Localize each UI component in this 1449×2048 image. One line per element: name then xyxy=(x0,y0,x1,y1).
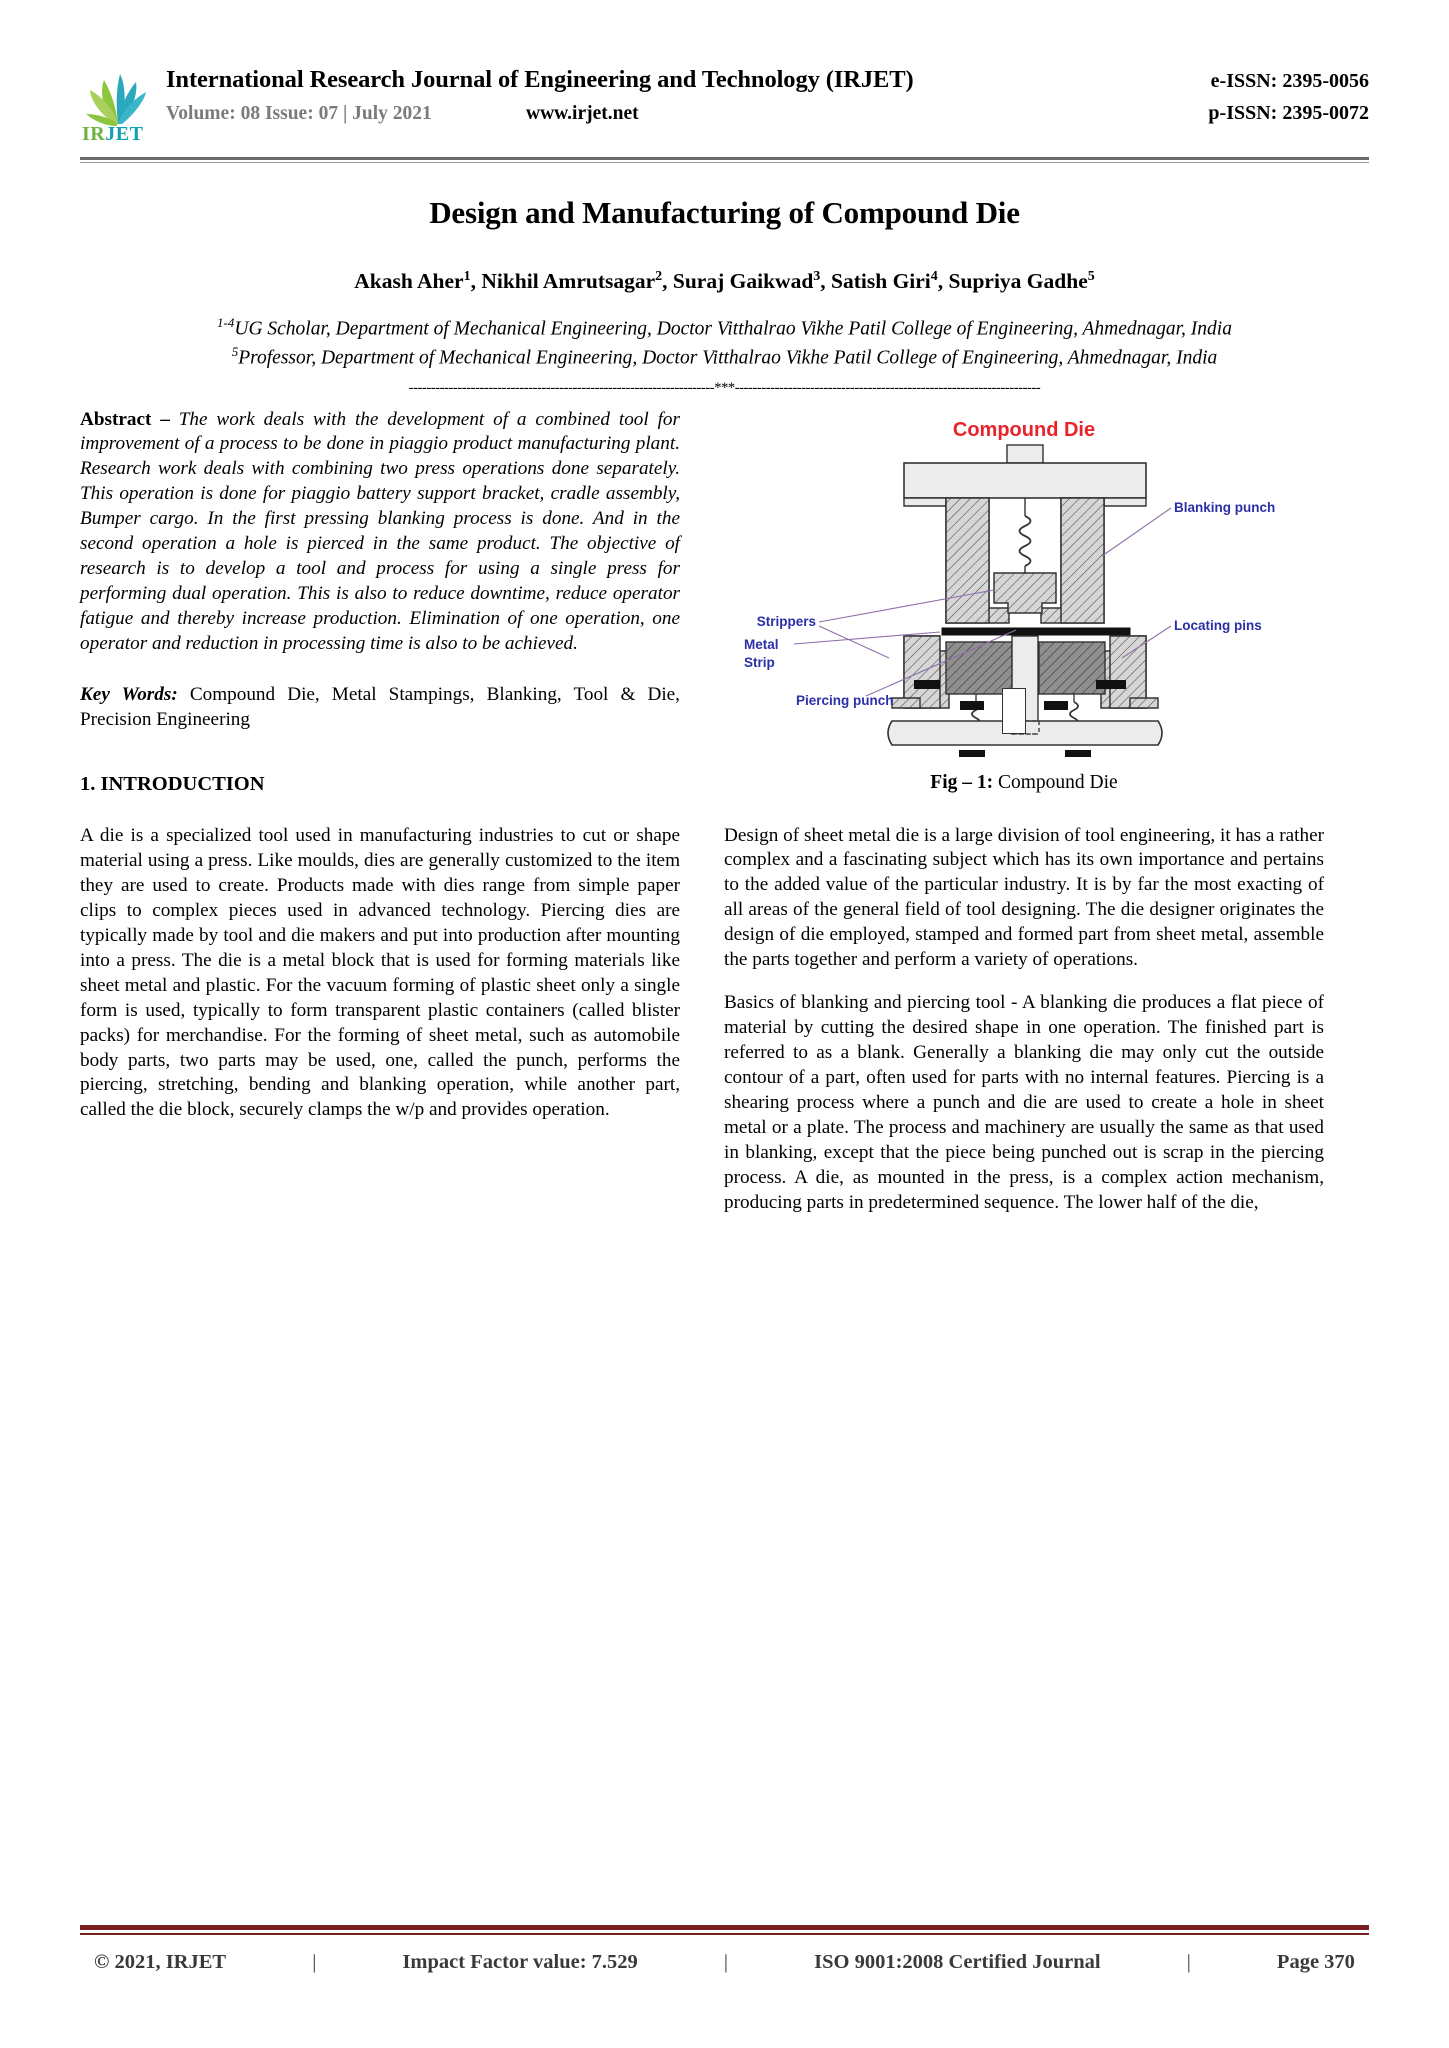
left-column xyxy=(80,408,680,1234)
journal-title: International Research Journal of Engineering and Technology (IRJET) xyxy=(166,66,914,93)
volume-issue: Volume: 08 Issue: 07 | July 2021 xyxy=(166,103,432,124)
abstract-text: The work deals with the development of a combined tool for improvement of a process to be done in piaggio product manufacturing plant. Research work deals with combining two press operations done separately. This operation is done for piaggio battery support bracket, cradle assembly, Bumper cargo. In the first pressing blanking process is done. And in the second operation a hole is pierced in the same product. The objective of research is to develop a tool and process for using a single press for performing dual operation. This is also to reduce downtime, reduce operator fatigue and thereby increase production. Elimination of one operation, one operator and reduction in processing time is also to be achieved. xyxy=(80,408,680,655)
page-footer xyxy=(80,1925,1369,1974)
logo-word-jet: JET xyxy=(105,123,144,145)
irjet-leaf-icon xyxy=(80,62,158,126)
keywords-text: Compound Die, Metal Stampings, Blanking, Tool & Die, Precision Engineering xyxy=(80,684,680,730)
footer-copyright: © 2021, IRJET xyxy=(94,1951,227,1973)
section-heading-introduction: 1. INTRODUCTION xyxy=(80,772,265,795)
e-issn: e-ISSN: 2395-0056 xyxy=(1210,70,1369,92)
label-metal-strip-line1: Metal xyxy=(744,636,779,652)
footer-iso: ISO 9001:2008 Certified Journal xyxy=(814,1951,1101,1973)
figure-1 xyxy=(724,408,1324,794)
label-piercing-punch: Piercing punch xyxy=(796,692,894,708)
upper-stripper-block xyxy=(994,573,1056,613)
footer-separator-2: | xyxy=(723,1951,729,1973)
label-strippers: Strippers xyxy=(756,613,816,629)
die-insert-left xyxy=(946,642,1012,694)
figure-caption-text: Compound Die xyxy=(993,771,1118,793)
right-column xyxy=(724,408,1324,1234)
affiliation-block xyxy=(80,314,1369,371)
figure-caption xyxy=(724,772,1324,794)
footer-separator-3: | xyxy=(1186,1951,1191,1973)
right-paragraph-2: Basics of blanking and piercing tool - A blanking die produces a flat piece of material by cutting the desired shape in one operation. The finished part is referred to as a blank. Generally a blanking die may only cut the outside contour of a part, often used for parts with no internal features. Piercing is a shearing process where a punch and die are used to create a hole in sheet metal or a plate. The process and machinery are usually the same as that used in blanking, except that the piece being punched out is scrap in the piercing process. A die, as mounted in the press, is a complex action mechanism, producing parts in predetermined sequence. The lower half of the die, xyxy=(724,992,1324,1213)
title-separator: ---------------------------------------------------------------------***--------------------------------------------------------------------- xyxy=(408,381,1041,396)
masthead-row-bottom xyxy=(166,102,1369,125)
footer-line xyxy=(80,1951,1369,1974)
ejected-scrap-left xyxy=(914,680,940,689)
label-locating-pins: Locating pins xyxy=(1174,617,1262,633)
footer-separator-1: | xyxy=(312,1951,317,1973)
logo-word-ir: IR xyxy=(82,123,106,145)
masthead-text xyxy=(166,62,1369,125)
irjet-logo xyxy=(80,62,158,146)
keywords-lead: Key Words: xyxy=(80,684,190,706)
page-title: Design and Manufacturing of Compound Die xyxy=(429,195,1020,230)
masthead-row-top xyxy=(166,66,1369,94)
header-divider xyxy=(80,157,1369,163)
p-issn: p-ISSN: 2395-0072 xyxy=(1208,102,1369,124)
right-paragraph-1: Design of sheet metal die is a large division of tool engineering, it has a rather complex and a fascinating subject which has its own importance and pertains to the added value of the particular industry. It is by far the most exacting of all areas of the general field of tool designing. The die designer originates the design of die employed, stamped and formed part from sheet metal, assemble the parts together and perform a variety of operations. xyxy=(724,824,1324,971)
compound-die-diagram xyxy=(724,408,1324,758)
figure-caption-label: Fig – 1: xyxy=(930,771,994,793)
irjet-wordmark xyxy=(82,124,143,144)
label-metal-strip-line2: Strip xyxy=(744,654,775,670)
diagram-title: Compound Die xyxy=(952,418,1096,441)
footer-divider xyxy=(80,1925,1369,1935)
journal-masthead xyxy=(80,0,1369,148)
two-column-body xyxy=(80,408,1369,1234)
abstract-paragraph xyxy=(80,408,680,658)
affiliation-2: $^5$Professor, Department of Mechanical Engineering, Doctor Vitthalrao Vikhe Patil College of Engineering, Ahmednagar, India xyxy=(231,343,1218,369)
ejected-scrap-right xyxy=(1096,680,1126,689)
journal-website[interactable]: www.irjet.net xyxy=(526,103,639,124)
label-blanking-punch: Blanking punch xyxy=(1174,499,1276,515)
abstract-lead: Abstract – xyxy=(80,408,179,430)
footer-page-number: Page 370 xyxy=(1276,1951,1355,1973)
ejected-scrap-inner-right xyxy=(1044,701,1068,710)
ejected-blank xyxy=(1002,688,1026,734)
footer-impact-factor: Impact Factor value: 7.529 xyxy=(402,1951,638,1973)
metal-strip-bar xyxy=(942,628,1130,635)
intro-paragraph-1: A die is a specialized tool used in manufacturing industries to cut or shape material using a press. Like moulds, dies are generally customized to the item they are used to create. Products made with dies range from simple paper clips to complex pieces used in advanced technology. Piercing dies are typically made by tool and die makers and put into production after mounting into a press. The die is a metal block that is used for forming materials like sheet metal and plastic. For the vacuum forming of plastic sheet only a single form is used, typically to form transparent plastic containers (called blister packs) for merchandise. For the forming of sheet metal, such as automobile body parts, two parts may be used, one, called the punch, performs the piercing, stretching, bending and blanking operation, while another part, called the die block, securely clamps the w/p and provides operation. xyxy=(80,824,680,1121)
ejected-scrap-inner-left xyxy=(960,701,984,710)
author-list: Akash Aher$^1$, Nikhil Amrutsagar$^2$, Suraj Gaikwad$^3$, Satish Giri$^4$, Supriya Gadhe$^5$ xyxy=(354,269,1095,294)
affiliation-1: $^{1-4}$UG Scholar, Department of Mechanical Engineering, Doctor Vitthalrao Vikhe Patil College of Engineering, Ahmednagar, India xyxy=(217,315,1232,340)
keywords-paragraph xyxy=(80,683,680,733)
